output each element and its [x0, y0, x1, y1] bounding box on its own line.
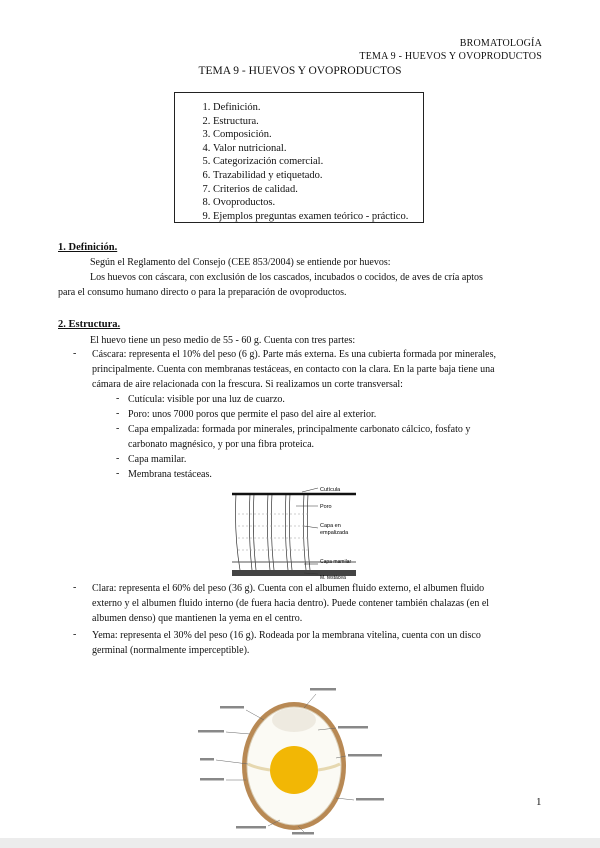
shell-label-poro: Poro: [320, 504, 332, 510]
definition-text-line: Los huevos con cáscara, con exclusión de los cascados, incubados o cocidos, de aves de cría aptos: [90, 272, 483, 283]
layer-testaceas: Membrana testáceas.: [128, 469, 212, 480]
shell-label-mamilar: Capa mamilar: [320, 559, 352, 565]
shell-label-testacea: M. testácea: [320, 575, 346, 580]
clara-line: albumen denso) que mantienen la yema en el centro.: [92, 613, 303, 624]
clara-line: Clara: representa el 60% del peso (36 g). Cuenta con el albumen fluido externo, el albumen fluido: [92, 583, 485, 594]
air-cell: [272, 708, 316, 732]
list-bullet: -: [116, 468, 120, 479]
list-dash: -: [73, 629, 77, 640]
layer-poro: Poro: unos 7000 poros que permite el paso del aire al exterior.: [128, 409, 377, 420]
list-bullet: -: [116, 393, 120, 404]
toc-item: 8. Ovoproductos.: [213, 196, 423, 210]
toc-item: 2. Estructura.: [213, 115, 423, 129]
layer-mamilar: Capa mamilar.: [128, 454, 187, 465]
page-bottom-band: [0, 838, 600, 848]
list-bullet: -: [116, 408, 120, 419]
toc-item: 5. Categorización comercial.: [213, 155, 423, 169]
definition-intro: Según el Reglamento del Consejo (CEE 853/2004) se entiende por huevos:: [90, 257, 391, 268]
shell-label-empalizada: empalizada: [320, 530, 349, 536]
clara-line: externo y el albumen fluido interno (de fuera hacia dentro). Puede contener también chalazas (en el: [92, 598, 490, 609]
layer-empalizada: carbonato magnésico, y por una fibra proteica.: [128, 439, 315, 450]
layer-empalizada: Capa empalizada: formada por minerales, principalmente carbonato cálcico, fosfato y: [128, 424, 471, 435]
page-number: 1: [536, 796, 542, 808]
toc-item: 9. Ejemplos preguntas examen teórico - práctico.: [213, 210, 423, 224]
toc-item: 3. Composición.: [213, 128, 423, 142]
toc-item: 1. Definición.: [213, 101, 423, 115]
list-bullet: -: [116, 423, 120, 434]
list-dash: -: [73, 348, 77, 359]
header-topic: TEMA 9 - HUEVOS Y OVOPRODUCTOS: [359, 51, 542, 62]
toc-item: 4. Valor nutricional.: [213, 142, 423, 156]
structure-intro: El huevo tiene un peso medio de 55 - 60 g. Cuenta con tres partes:: [90, 335, 356, 346]
shell-label-cuticula: Cutícula: [320, 487, 341, 493]
section-heading-estructura: 2. Estructura.: [58, 319, 121, 330]
cascara-line: Cáscara: representa el 10% del peso (6 g). Parte más externa. Es una cubierta formada por minerales,: [92, 349, 496, 360]
section-heading-definicion: 1. Definición.: [58, 242, 118, 253]
table-of-contents: [174, 92, 424, 223]
yema-line: Yema: representa el 30% del peso (16 g). Rodeada por la membrana vitelina, cuenta con un disco: [92, 630, 481, 641]
cascara-line: principalmente. Cuenta con membranas testáceas, en contacto con la clara. En la parte baja tiene una: [92, 364, 495, 375]
shell-cross-section-diagram: [232, 484, 356, 580]
cascara-line: cámara de aire relacionada con la frescura. Si realizamos un corte transversal:: [92, 379, 403, 390]
toc-item: 6. Trazabilidad y etiquetado.: [213, 169, 423, 183]
header-subject: BROMATOLOGÍA: [459, 38, 542, 49]
definition-text-line: para el consumo humano directo o para la preparación de ovoproductos.: [58, 287, 347, 298]
egg-yolk: [270, 746, 318, 794]
list-bullet: -: [116, 453, 120, 464]
yema-line: germinal (normalmente imperceptible).: [92, 645, 250, 656]
toc-item: 7. Criterios de calidad.: [213, 183, 423, 197]
page-title: TEMA 9 - HUEVOS Y OVOPRODUCTOS: [198, 65, 402, 77]
layer-cuticula: Cutícula: visible por una luz de cuarzo.: [128, 394, 285, 405]
shell-label-empalizada: Capa en: [320, 523, 341, 529]
egg-structure-diagram: [186, 680, 400, 836]
list-dash: -: [73, 582, 77, 593]
